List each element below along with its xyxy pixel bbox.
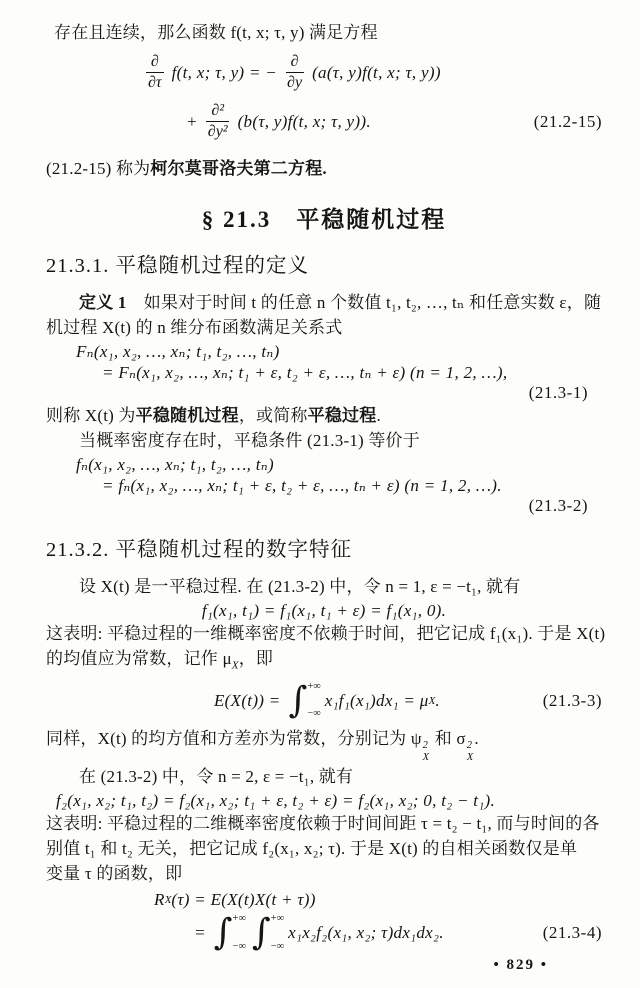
sigma-squared-sub-x xyxy=(467,740,474,764)
equation-f2-identity xyxy=(46,791,602,811)
equation-text: = fₙ(x₁, x₂, …, xₙ; t₁ + ε, t₂ + ε, …, tₙ + ε) (n = 1, 2, …). xyxy=(102,475,502,495)
two-dim-density-explanation-2: 别值 t₁ 和 t₂ 无关，把它记成 f₂(x₁, x₂; τ). 于是 X(t) 的自相关函数仅是单 xyxy=(46,839,578,859)
equation-text: . xyxy=(435,690,440,710)
definition-1-text: 如果对于时间 t 的任意 n 个数值 t₁, t₂, …, tₙ 和任意实数 ε，随 xyxy=(126,292,602,312)
kolmogorov-note xyxy=(46,156,602,181)
definition-1-line-1 xyxy=(46,290,602,315)
definition-1-line-2: 机过程 X(t) 的 n 维分布函数满足关系式 xyxy=(46,317,343,337)
integral-limits xyxy=(233,914,246,952)
equation-21-2-15-line-2 xyxy=(46,102,602,142)
equation-21-2-15-line-1 xyxy=(46,53,602,93)
equation-text: (a(τ, y)f(t, x; τ, y)) xyxy=(312,62,441,82)
integral-glyph: ∫ xyxy=(213,911,233,953)
text-run: ，即 xyxy=(238,648,274,668)
upper-limit: +∞ xyxy=(232,913,246,925)
equation-text: f(t, x; τ, y) = − xyxy=(171,62,278,82)
equation-number-21-3-3: (21.3-3) xyxy=(542,690,602,710)
equation-number-21-3-4: (21.3-4) xyxy=(542,923,602,943)
text-run: 的均值应为常数，记作 μ xyxy=(46,648,232,668)
equation-text: x₁f₁(x₁)dx₁ = μ xyxy=(324,690,429,710)
integral-limits xyxy=(307,682,320,720)
equation-text: fₙ(x₁, x₂, …, xₙ; t₁, t₂, …, tₙ) xyxy=(76,454,274,474)
equation-number-21-3-1: (21.3-1) xyxy=(528,382,588,402)
superscript-2: 2 xyxy=(422,739,429,751)
integral-sign xyxy=(213,911,248,953)
one-dim-density-explanation: 这表明: 平稳过程的一维概率密度不依赖于时间，把它记成 f₁(x₁). 于是 X(t) xyxy=(46,623,606,643)
intro-line: 存在且连续，那么函数 f(t, x; τ, y) 满足方程 xyxy=(54,23,378,42)
subscript-x: X xyxy=(422,752,430,764)
stationary-random-process-term: 平稳随机过程 xyxy=(135,405,239,425)
equation-21-3-1-line-2 xyxy=(46,363,602,383)
section-heading-21-3: § 21.3 平稳随机过程 xyxy=(201,206,447,232)
equation-21-3-4-line-2 xyxy=(46,911,602,953)
equation-21-3-2-line-2 xyxy=(46,476,602,496)
plus-sign: + xyxy=(186,111,198,131)
equation-text: x₁x₂f₂(x₁, x₂; τ)dx₁dx₂. xyxy=(288,923,444,943)
upper-limit: +∞ xyxy=(307,680,321,692)
equation-21-3-3 xyxy=(46,679,602,721)
upper-limit: +∞ xyxy=(270,913,285,925)
text-run: 则称 X(t) 为 xyxy=(46,405,136,425)
equation-text: R xyxy=(154,890,165,910)
equation-21-3-2-line-1 xyxy=(46,455,602,475)
equation-text: f₁(x₁, t₁) = f₁(x₁, t₁ + ε) = f₁(x₁, 0). xyxy=(201,600,447,620)
integral-sign xyxy=(288,679,323,721)
density-condition-line: 当概率密度存在时，平稳条件 (21.3-1) 等价于 xyxy=(79,430,420,450)
integral-glyph: ∫ xyxy=(288,679,308,721)
setup-line: 设 X(t) 是一平稳过程. 在 (21.3-2) 中，令 n = 1, ε = −t₁, 就有 xyxy=(79,576,521,596)
equation-21-3-1-line-1 xyxy=(46,342,602,362)
equation-text: (b(τ, y)f(t, x; τ, y)). xyxy=(237,111,371,131)
stationary-definition-statement xyxy=(46,403,602,428)
equation-text: f₂(x₁, x₂; t₁, t₂) = f₂(x₁, x₂; t₁ + ε, t₂ + ε) = f₂(x₁, x₂; 0, t₂ − t₁). xyxy=(56,791,496,811)
variance-constant-line xyxy=(46,726,602,764)
equation-text: E(X(t)) = xyxy=(214,690,281,710)
fraction-d-dtau: $\frac{\partial}{\partial\tau}$ xyxy=(143,53,167,93)
kolmogorov-second-equation-name: 柯尔莫哥洛夫第二方程. xyxy=(150,158,327,178)
text-run: . xyxy=(376,405,381,425)
text-run: 和 σ xyxy=(430,728,466,748)
n2-setup-line: 在 (21.3-2) 中，令 n = 2, ε = −t₁, 就有 xyxy=(79,767,354,787)
text-run: 同样，X(t) 的均方值和方差亦为常数，分别记为 ψ xyxy=(46,728,422,748)
lower-limit: −∞ xyxy=(232,940,246,952)
superscript-2: 2 xyxy=(466,739,473,751)
note-prefix: (21.2-15) 称为 xyxy=(46,158,151,178)
mu-subscript: X xyxy=(231,658,239,671)
equation-21-3-4 xyxy=(46,890,602,952)
equation-number-21-3-2: (21.3-2) xyxy=(528,495,588,515)
integral-limits xyxy=(271,914,284,952)
two-dim-density-explanation-1: 这表明: 平稳过程的二维概率密度依赖于时间间距 τ = t₂ − t₁, 而与时间的各 xyxy=(46,814,600,834)
equation-text: = Fₙ(x₁, x₂, …, xₙ; t₁ + ε, t₂ + ε, …, tₙ + ε) (n = 1, 2, …), xyxy=(102,362,508,382)
equation-text: Fₙ(x₁, x₂, …, xₙ; t₁, t₂, …, tₙ) xyxy=(76,341,280,361)
definition-1-label: 定义 1 xyxy=(79,292,127,312)
mu-subscript: X xyxy=(428,694,436,707)
mean-constant-line xyxy=(46,646,602,678)
subsection-heading-21-3-1: 21.3.1. 平稳随机过程的定义 xyxy=(46,254,309,277)
equation-21-3-4-line-1 xyxy=(46,890,602,910)
text-run: ，或简称 xyxy=(238,405,308,425)
lower-limit: −∞ xyxy=(270,940,285,952)
subsection-heading-21-3-2: 21.3.2. 平稳随机过程的数字特征 xyxy=(46,538,352,561)
subscript-x: X xyxy=(466,752,474,764)
equation-21-2-15 xyxy=(46,53,602,142)
r-subscript: X xyxy=(164,894,172,907)
integral-glyph: ∫ xyxy=(251,911,271,953)
equation-text: (τ) = E(X(t)X(t + τ)) xyxy=(171,890,316,910)
stationary-process-term: 平稳过程 xyxy=(307,405,377,425)
fraction-d-dy: $\frac{\partial}{\partial y}$ xyxy=(287,53,303,92)
equation-number: (21.2-15) xyxy=(533,111,602,131)
lower-limit: −∞ xyxy=(307,708,321,720)
psi-squared-sub-x xyxy=(423,740,430,764)
text-run: . xyxy=(474,728,479,748)
fraction-d2-dy2: $\frac{\text{∂²}}{\text{∂y²}}$ xyxy=(207,101,228,141)
page-number: • 829 • xyxy=(493,957,548,973)
two-dim-density-explanation-3: 变量 τ 的函数，即 xyxy=(46,864,183,884)
equals-sign: = xyxy=(194,923,206,943)
equation-f1-identity xyxy=(46,601,602,621)
integral-sign xyxy=(251,911,286,953)
